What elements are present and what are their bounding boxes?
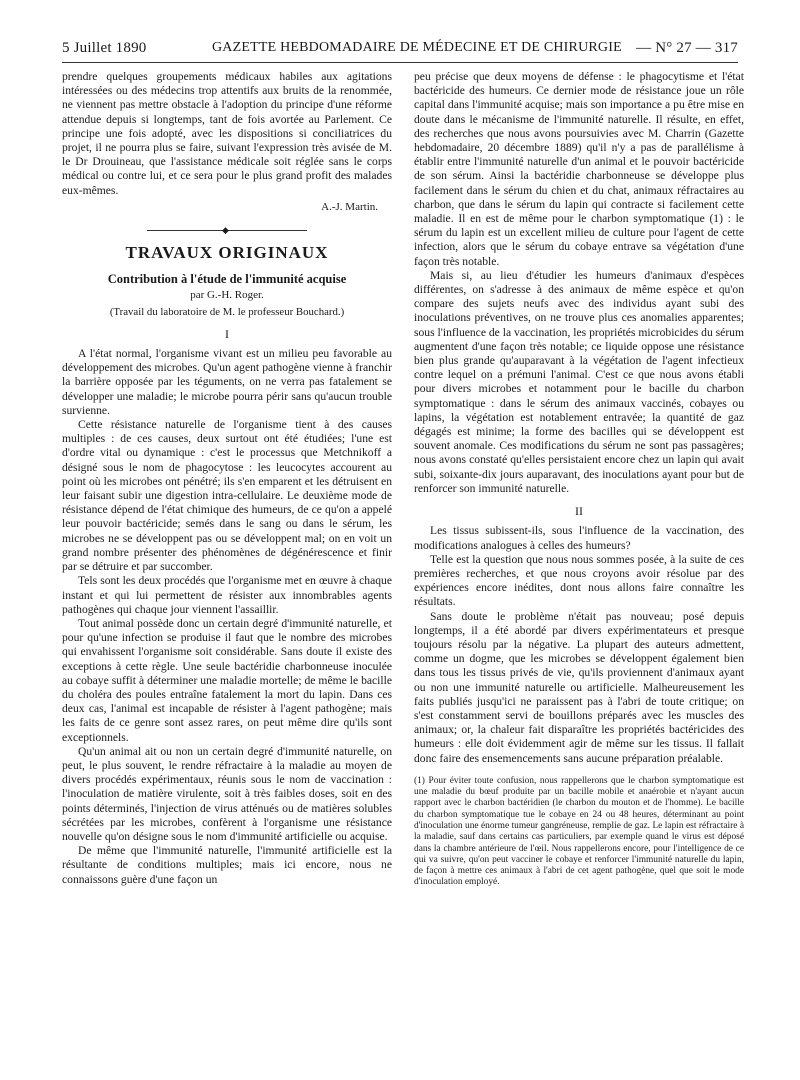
paragraph: Mais si, au lieu d'étudier les humeurs d'animaux d'espèces différentes, on s'adresse à des animaux de même espèce et qu'on compare des sujets neufs avec des individus ayant subi des inoculations préventives, on ne trouve plus ces anomalies apparentes; sous l'influence de la vaccination, les propriétés microbicides du sérum augmentent d'une façon très notable; ce liquide oppose une résistance bien plus grande qu'auparavant à la végétation de l'agent infectieux contre lequel on a prémuni l'animal. C'est ce que nous avons établi pour divers microbes et notamment pour le bacille du charbon symptomatique : dans le sérum des animaux vaccinés, cobayes ou lapins, la végétation est notablement entravée; la quantité de gaz dégagés est minime; la forme des bacilles qui se développent est souvent anomale. Ces modifications du sérum ne sont pas passagères; nous avons constaté qu'elles persistaient encore chez un lapin qui avait subi, soixante-dix jours auparavant, des inoculations ayant pour but de renforcer son immunité naturelle. — [414, 268, 744, 495]
paragraph: Qu'un animal ait ou non un certain degré d'immunité naturelle, on peut, le plus souvent, le rendre réfractaire à la maladie au moyen de divers procédés expérimentaux, réunis sous le nom de vaccination : l'inoculation de matière virulente, soit à très faibles doses, soit en des points déterminés, l'injection de virus atténués ou de matières solubles sécrétées par les microbes, confèrent à l'organisme une résistance nouvelle qu'on désigne sous le nom d'immunité artificielle ou acquise. — [62, 744, 392, 843]
paragraph: A l'état normal, l'organisme vivant est un milieu peu favorable au développement des microbes. Qu'un agent pathogène vienne à franchir la barrière opposée par les téguments, on ne verra pas fatalement se développer une maladie; le microbe pourra périr sans qu'aucun trouble survienne. — [62, 347, 392, 417]
header-date: 5 Juillet 1890 — [62, 40, 147, 56]
paragraph: De même que l'immunité naturelle, l'immunité artificielle est la résultante de conditions multiples; mais ici encore, nous ne connaissons guère d'une façon un — [62, 844, 392, 886]
section-title: TRAVAUX ORIGINAUX — [125, 243, 329, 263]
article-title: Contribution à l'étude de l'immunité acquise — [107, 272, 347, 287]
paragraph: Les tissus subissent-ils, sous l'influence de la vaccination, des modifications analogues à celles des humeurs? — [414, 524, 744, 552]
paragraph: Telle est la question que nous nous sommes posée, à la suite de ces premières recherches, et que nous croyons avoir résolue par des expériences encore inédites, dont nous allons faire connaître les résultats. — [414, 552, 744, 609]
header-rule — [62, 62, 738, 63]
footnote: (1) Pour éviter toute confusion, nous rappellerons que le charbon symptomatique est une maladie du bœuf produite par un bacille mobile et anaérobie et n'ayant aucun rapport avec le charbon bactéridien (le charbon du mouton et de l'homme). Le bacille du charbon symptomatique tue le cobaye en 24 ou 48 heures, déterminant au point d'inoculation une énorme tumeur gangréneuse, remplie de gaz. Le lapin est réfractaire à la maladie, sauf dans certains cas particuliers, par exemple quand le virus est déposé dans la chambre antérieure de l'œil. Nous rappellerons encore, pour l'intelligence de ce qui va suivre, qu'on peut vacciner le cobaye et renforcer l'immunité naturelle du lapin, de façon à mettre ces animaux à l'abri de cet agent pathogène, quel que soit le mode d'inoculation employé. — [414, 775, 744, 888]
signature: A.-J. Martin. — [321, 200, 378, 213]
right-column — [414, 70, 744, 1062]
paragraph: Tout animal possède donc un certain degré d'immunité naturelle, et pour qu'une infection se produise il faut que le nombre des microbes qui envahissent l'organisme soit considérable. Sans doute il existe des exceptions à cette règle. Une seule bactéridie charbonneuse inoculée au cobaye suffit à déterminer une maladie mortelle; de même le bacille du choléra des poules entraîne fatalement la mort du lapin. Dans ces deux cas, l'animal est incapable de résister à l'agent pathogène; mais les faits de ce genre sont assez rares, on peut même dire qu'ils sont exceptionnels. — [62, 616, 392, 744]
header-issue-page: — N° 27 — 317 — [636, 40, 738, 56]
paragraph: peu précise que deux moyens de défense : le phagocytisme et l'état bactéricide des humeurs. Ce dernier mode de résistance joue un rôle capital dans l'immunité acquise; mais son importance a pu être mise en doute dans le mécanisme de l'immunité naturelle. Il résulte, en effet, des recherches que nous avons poursuivies avec M. Charrin (Gazette hebdomadaire, 20 décembre 1889) qu'il n'y a pas de parallélisme à établir entre l'immunité naturelle d'un animal et le pouvoir bactéricide de son sérum. Ainsi la bactéridie charbonneuse se développe plus facilement dans le sérum du chien et du chat, animaux réfractaires au charbon, que dans le sérum du lapin qui contracte si facilement cette maladie. Il en est de même pour le charbon symptomatique (1) : le sérum du lapin est un excellent milieu de culture pour l'agent de cette infection, alors que le sérum du cobaye entrave sa végétation d'une façon très notable. — [414, 70, 744, 268]
paragraph: Sans doute le problème n'était pas nouveau; posé depuis longtemps, il a été abordé par divers expérimentateurs et presque toujours résolu par la négative. La plupart des auteurs admettent, comme un dogme, que les microbes se développent également bien dans tous les tissus privés de vie, qu'ils proviennent d'animaux ayant ou non une immunité naturelle ou artificielle. Malheureusement les faits publiés jusqu'ici ne paraissent pas à l'abri de toute critique; on s'est constamment servi de bouillons préparés avec les muscles des animaux; or, la chaleur fait disparaître les propriétés bactéricides des humeurs : elle doit évidemment agir de même sur les tissus. Il fallait donc faire des ensemencements sans aucune préparation préalable. — [414, 609, 744, 765]
left-column — [62, 70, 392, 1062]
intro-paragraph: prendre quelques groupements médicaux habiles aux agitations intéressées ou des médecins trop attentifs aux bruits de la renommée, ne viennent pas mettre obstacle à l'adoption du principe d'une réforme attendue depuis si longtemps, tant de fois avortée au Parlement. Ce principe une fois adopté, avec les dispositions si conciliatrices du projet, il ne pourra plus se faire, suivant l'expression très avisée de M. le Dr Drouineau, que l'assistance médicale soit réglée sans le corps médical ou contre lui, et ce sera pour le plus grand profit des malades eux-mêmes. — [62, 70, 392, 197]
section-numeral-ii: II — [575, 504, 583, 519]
section-numeral-i: I — [225, 326, 229, 341]
article-author: par G.-H. Roger. — [190, 289, 264, 302]
section-divider — [62, 222, 392, 240]
article-laboratory: (Travail du laboratoire de M. le professeur Bouchard.) — [109, 305, 345, 318]
header-journal-title: GAZETTE HEBDOMADAIRE DE MÉDECINE ET DE CHIRURGIE — [212, 40, 622, 55]
diamond-ornament-icon: ◆ — [222, 225, 229, 236]
paragraph: Cette résistance naturelle de l'organisme tient à des causes multiples : de ces causes, deux surtout ont été étudiées; l'une est d'ordre vital ou dynamique : c'est le processus que Metchnikoff a désigné sous le nom de phagocytose : les leucocytes accourent au point où les microbes ont pénétré; ils s'en emparent et les détruisent en leur faisant subir une digestion intra-cellulaire. Le deuxième mode de résistance dépend de l'état chimique des humeurs, de ce qu'on a appelé leur pouvoir bactéricide; semés dans le sang ou dans le sérum, les microbes ne se développent pas ou se développent mal; on en voit un grand nombre présenter des phénomènes de dégénérescence et finir par se détruire et par succomber. — [62, 418, 392, 574]
running-header — [62, 40, 738, 62]
paragraph: Tels sont les deux procédés que l'organisme met en œuvre à chaque instant et qui lui permettent de résister aux innombrables agents pathogènes qui chaque jour viennent l'assaillir. — [62, 574, 392, 616]
